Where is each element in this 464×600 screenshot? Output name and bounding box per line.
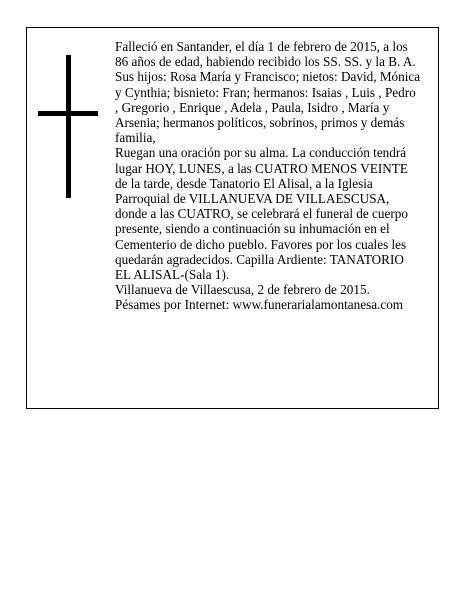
family-list: Sus hijos: Rosa María y Francisco; nietos: David, Mónica y Cynthia; bisnieto: Fran; hermanos: Isaias , Luis , Pedro , Gregorio , Enrique , Adela , Paula, Isidro , María y Arsenia; hermanos políticos, sobrinos, primos y demás familia,: [115, 69, 421, 146]
cross-vertical-bar: [66, 55, 71, 198]
cross-horizontal-bar: [38, 111, 98, 116]
death-announcement: Falleció en Santander, el día 1 de febrero de 2015, a los 86 años de edad, habiendo recibido los SS. SS. y la B. A.: [115, 39, 416, 70]
place-date: Villanueva de Villaescusa, 2 de febrero de 2015.: [115, 282, 370, 298]
cross-icon: [38, 55, 98, 198]
condolences-website: Pésames por Internet: www.funerarialamontanesa.com: [115, 297, 404, 313]
funeral-details: Ruegan una oración por su alma. La conducción tendrá lugar HOY, LUNES, a las CUATRO MENOS VEINTE de la tarde, desde Tanatorio El Alisal, a la Iglesia Parroquial de VILLANUEVA DE VILLAESCUSA, donde a las CUATRO, se celebrará el funeral de cuerpo presente, siendo a continuación su inhumación en el Cementerio de dicho pueblo. Favores por los cuales les quedarán agradecidos. Capilla Ardiente: TANATORIO EL ALISAL-(Sala 1).: [115, 145, 408, 283]
notice-text: [115, 39, 421, 313]
obituary-notice: [26, 27, 439, 409]
